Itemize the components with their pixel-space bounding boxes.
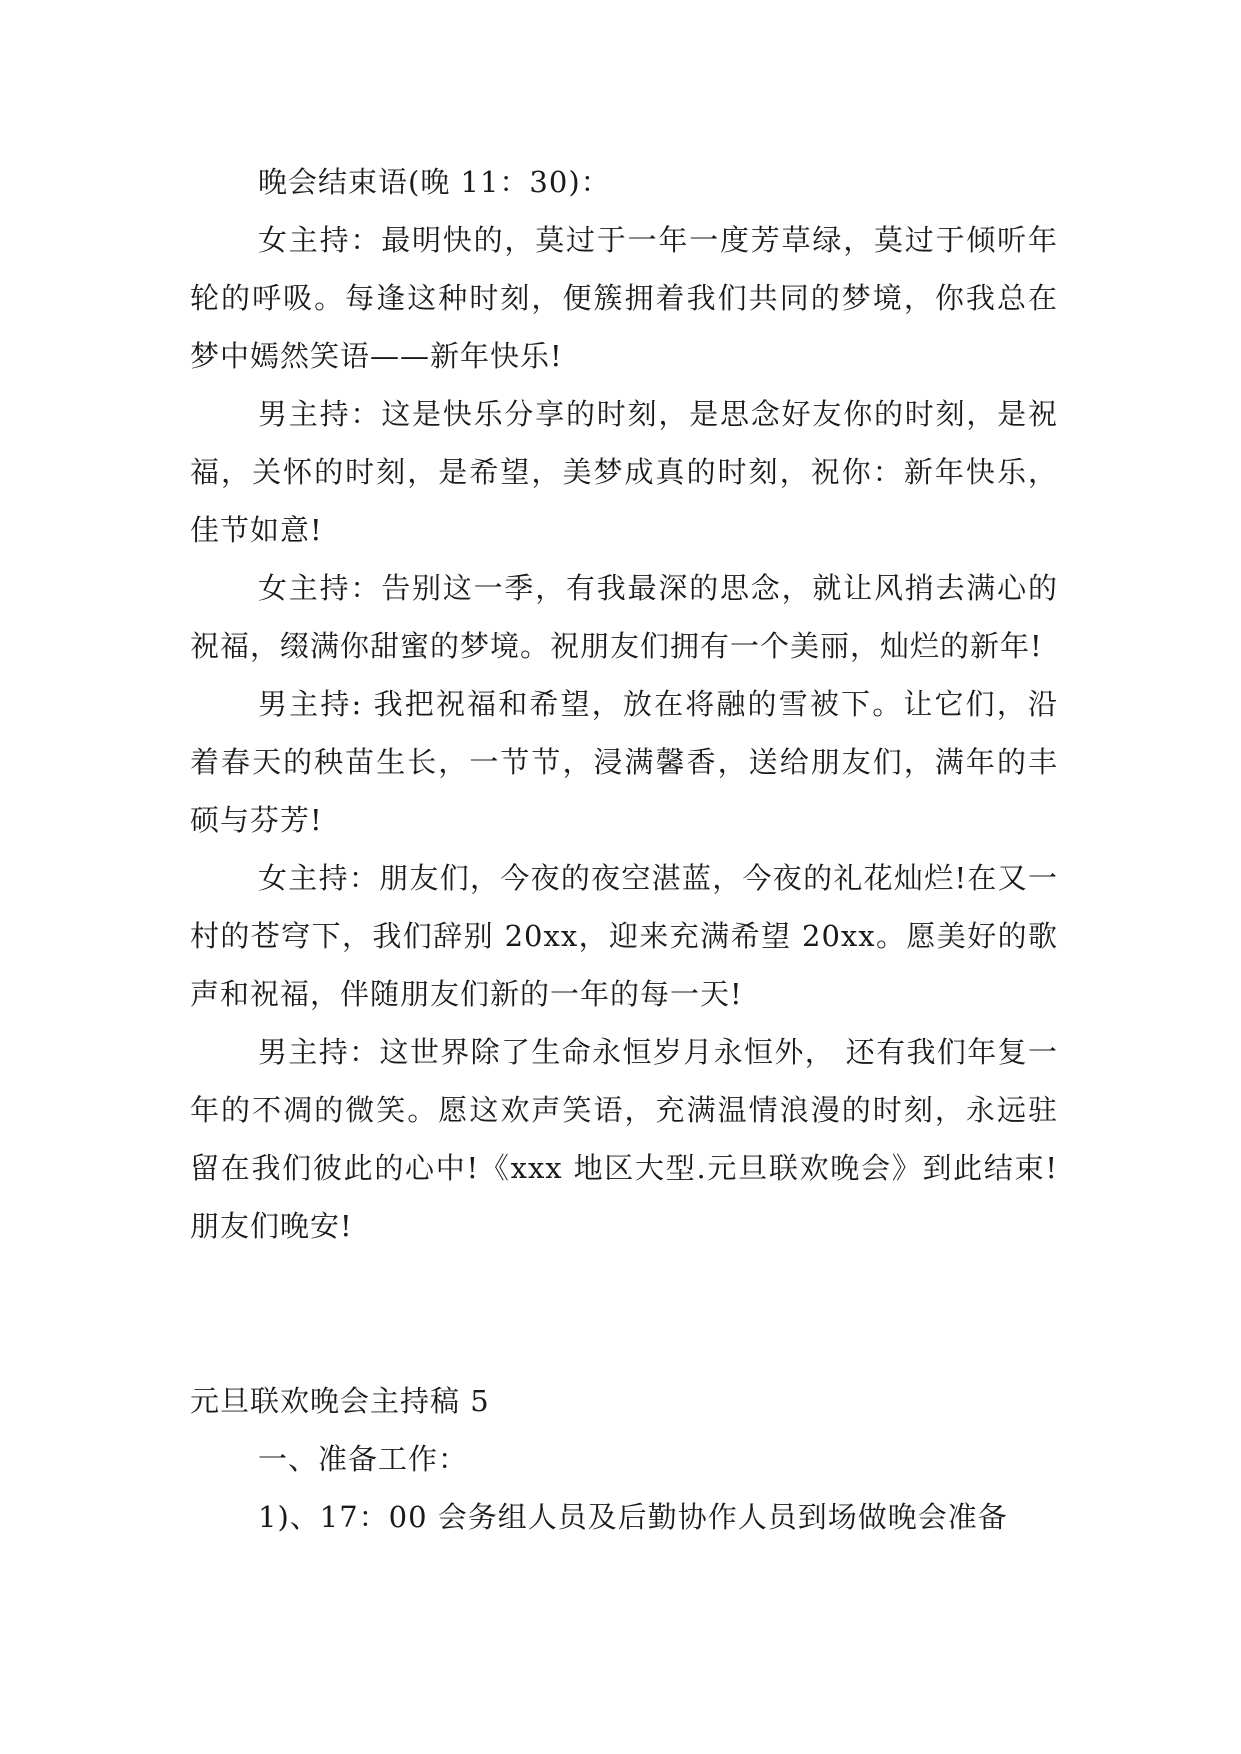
section-closing-remarks	[190, 153, 1058, 1255]
paragraph-male-host-1: 男主持：这是快乐分享的时刻，是思念好友你的时刻，是祝福，关怀的时刻，是希望，美梦成真的时刻，祝你：新年快乐，佳节如意!	[190, 397, 1058, 547]
list-item: 1)、17：00 会务组人员及后勤协作人员到场做晚会准备	[258, 1500, 1008, 1534]
section-title: 晚会结束语(晚 11：30)：	[258, 165, 611, 199]
list-item: 一、准备工作：	[258, 1442, 469, 1476]
paragraph-female-host-3: 女主持：朋友们，今夜的夜空湛蓝，今夜的礼花灿烂!在又一村的苍穹下，我们辞别 20xx，迎来充满希望 20xx。愿美好的歌声和祝福，伴随朋友们新的一年的每一天!	[190, 861, 1058, 1011]
paragraph-male-host-3: 男主持：这世界除了生命永恒岁月永恒外， 还有我们年复一年的不凋的微笑。愿这欢声笑语，充满温情浪漫的时刻，永远驻留在我们彼此的心中!《xxx 地区大型.元旦联欢晚会》到此结束!朋友们晚安!	[190, 1035, 1058, 1243]
paragraph-female-host-2: 女主持：告别这一季，有我最深的思念，就让风捎去满心的祝福，缀满你甜蜜的梦境。祝朋友们拥有一个美丽，灿烂的新年!	[190, 571, 1058, 663]
section-preparation	[190, 1430, 1058, 1546]
paragraph-female-host-1: 女主持：最明快的，莫过于一年一度芳草绿，莫过于倾听年轮的呼吸。每逢这种时刻，便簇拥着我们共同的梦境，你我总在梦中嫣然笑语——新年快乐!	[190, 223, 1058, 373]
section-heading: 元旦联欢晚会主持稿 5	[190, 1384, 490, 1418]
paragraph-male-host-2: 男主持: 我把祝福和希望，放在将融的雪被下。让它们，沿着春天的秧苗生长，一节节，浸满馨香，送给朋友们，满年的丰硕与芬芳!	[190, 687, 1058, 837]
